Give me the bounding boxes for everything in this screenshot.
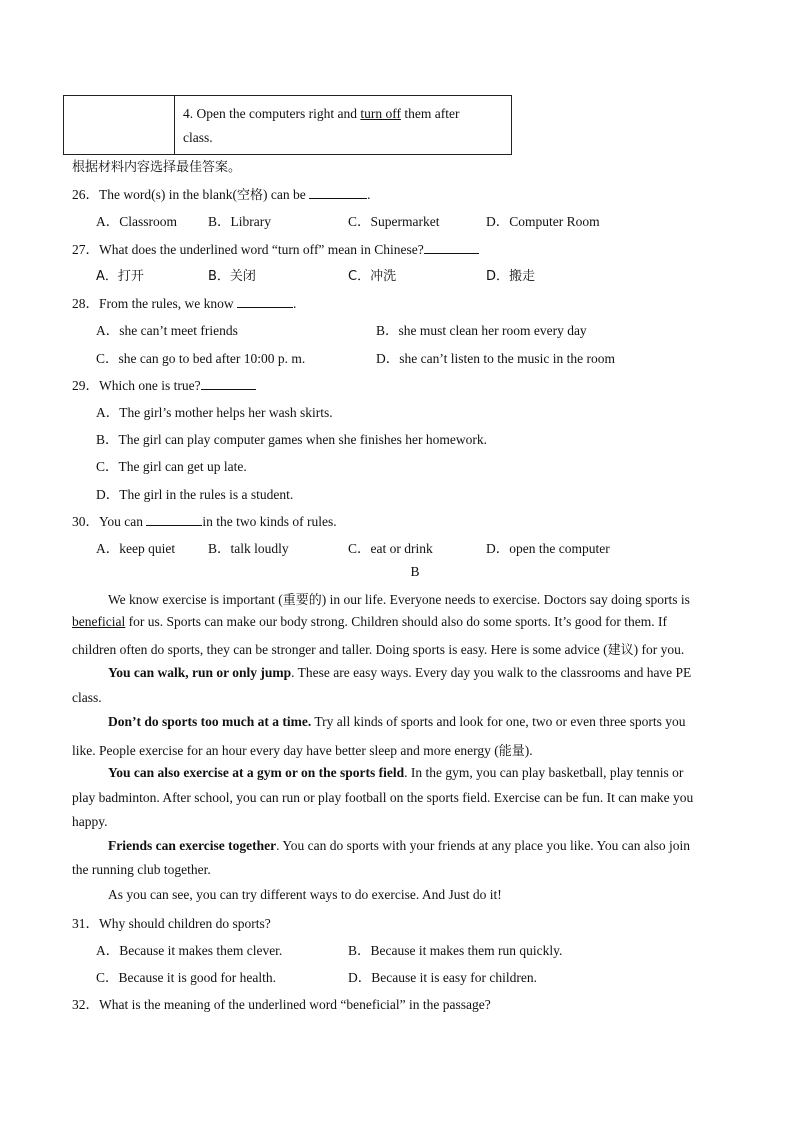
passage-bold-heading: You can also exercise at a gym or on the sports field <box>108 765 405 780</box>
table-cell-rule-4 <box>183 102 498 150</box>
answer-blank <box>237 296 293 308</box>
q27-option-d: D．搬走 <box>486 269 536 284</box>
q30-option-c: C．eat or drink <box>348 541 433 556</box>
question-30 <box>72 510 337 530</box>
passage-p2-line-2: class. <box>72 690 102 705</box>
passage-bold-heading: You can walk, run or only jump <box>108 665 292 680</box>
answer-blank <box>424 242 479 254</box>
passage-text: . You can do sports with your friends at any place you like. You can also join <box>276 838 691 853</box>
q30-option-a: A．keep quiet <box>96 541 176 556</box>
passage-text-cn: 能量 <box>498 744 525 759</box>
passage-text: ) in our life. Everyone needs to exercise. Doctors say doing sports is <box>321 592 690 607</box>
q29-option-d: D．The girl in the rules is a student. <box>96 487 294 502</box>
instruction: 根据材料内容选择最佳答案。 <box>72 160 242 175</box>
q28-stem: 28．From the rules, we know <box>72 296 237 311</box>
answer-blank <box>309 187 367 199</box>
table-cell-empty <box>64 96 175 154</box>
passage-bold-heading: Friends can exercise together <box>108 838 277 853</box>
q28-option-b: B．she must clean her room every day <box>376 323 587 338</box>
passage-text: ) for you. <box>633 642 685 657</box>
question-31: 31．Why should children do sports? <box>72 916 271 931</box>
rule-4-text-end: them after <box>400 106 460 121</box>
passage-p4-line-1 <box>108 765 683 781</box>
rule-4-underlined: turn off <box>360 106 401 121</box>
q31-option-c: C．Because it is good for health. <box>96 970 276 985</box>
passage-text: children often do sports, they can be stronger and taller. Doing sports is easy. Here is some advice ( <box>72 642 608 657</box>
passage-text: Try all kinds of sports and look for one, two or even three sports you <box>311 714 686 729</box>
answer-blank <box>201 378 256 390</box>
passage-p5-line-1 <box>108 838 690 854</box>
q28-option-c: C．she can go to bed after 10:00 p. m. <box>96 351 306 366</box>
q28-option-a: A．she can’t meet friends <box>96 323 238 338</box>
passage-text: for us. Sports can make our body strong. Children should also do some sports. It’s good for them. If <box>125 614 668 629</box>
passage-bold-heading: Don’t do sports too much at a time. <box>108 714 312 729</box>
passage-p4-line-2: play badminton. After school, you can run or play football on the sports field. Exercise can be fun. It can make you <box>72 790 694 805</box>
question-29 <box>72 374 256 394</box>
q26-option-a: A．Classroom <box>96 214 177 229</box>
question-26 <box>72 183 370 203</box>
passage-text-cn: 建议 <box>607 643 634 658</box>
q29-option-a: A．The girl’s mother helps her wash skirts. <box>96 405 333 420</box>
q26-stem-end: . <box>367 187 371 202</box>
passage-p2-line-1 <box>108 665 691 681</box>
passage-p4-line-3: happy. <box>72 814 108 829</box>
q26-option-c: C．Supermarket <box>348 214 440 229</box>
q30-option-d: D．open the computer <box>486 541 610 556</box>
q31-option-b: B．Because it makes them run quickly. <box>348 943 563 958</box>
underlined-word-beneficial: beneficial <box>72 614 126 629</box>
q26-option-d: D．Computer Room <box>486 214 600 229</box>
passage-p1-line-1 <box>108 589 690 608</box>
question-32: 32．What is the meaning of the underlined word “beneficial” in the passage? <box>72 997 491 1012</box>
question-28 <box>72 292 296 312</box>
passage-text: ). <box>524 743 533 758</box>
passage-text-cn: 重要的 <box>282 593 322 608</box>
rule-4-line-2: class. <box>183 130 213 145</box>
answer-blank <box>146 514 202 526</box>
passage-text: . These are easy ways. Every day you walk to the classrooms and have PE <box>291 665 692 680</box>
passage-p5-line-2: the running club together. <box>72 862 211 877</box>
q26-stem-cn: 空格 <box>236 188 263 203</box>
q30-stem: 30．You can <box>72 514 147 529</box>
rule-4-text: 4. Open the computers right and <box>183 106 361 121</box>
q30-option-b: B．talk loudly <box>208 541 289 556</box>
q27-option-a: A．打开 <box>96 269 144 284</box>
q29-option-c: C．The girl can get up late. <box>96 459 247 474</box>
q31-option-a: A．Because it makes them clever. <box>96 943 283 958</box>
passage-p1-line-2 <box>72 614 667 630</box>
q26-stem-post: ) can be <box>262 187 310 202</box>
q26-stem: 26．The word(s) in the blank( <box>72 187 237 202</box>
q27-option-c: C．冲洗 <box>348 269 397 284</box>
passage-p3-line-1 <box>108 714 685 730</box>
passage-text: like. People exercise for an hour every day have better sleep and more energy ( <box>72 743 499 758</box>
q27-stem: 27．What does the underlined word “turn off” mean in Chinese? <box>72 242 424 257</box>
q29-stem: 29．Which one is true? <box>72 378 201 393</box>
q30-stem-post: in the two kinds of rules. <box>202 514 337 529</box>
passage-p6: As you can see, you can try different ways to do exercise. And Just do it! <box>108 887 502 902</box>
q27-option-b: B．关闭 <box>208 269 256 284</box>
question-27 <box>72 238 479 258</box>
q28-option-d: D．she can’t listen to the music in the room <box>376 351 615 366</box>
q26-option-b: B．Library <box>208 214 271 229</box>
passage-p3-line-2 <box>72 740 533 759</box>
passage-text: . In the gym, you can play basketball, play tennis or <box>404 765 684 780</box>
passage-text: We know exercise is important ( <box>108 592 283 607</box>
rules-table <box>63 95 512 155</box>
q28-stem-end: . <box>292 296 297 311</box>
section-heading-b: B <box>410 564 420 579</box>
passage-p1-line-3 <box>72 639 684 658</box>
q31-option-d: D．Because it is easy for children. <box>348 970 537 985</box>
q29-option-b: B．The girl can play computer games when she finishes her homework. <box>96 432 488 447</box>
